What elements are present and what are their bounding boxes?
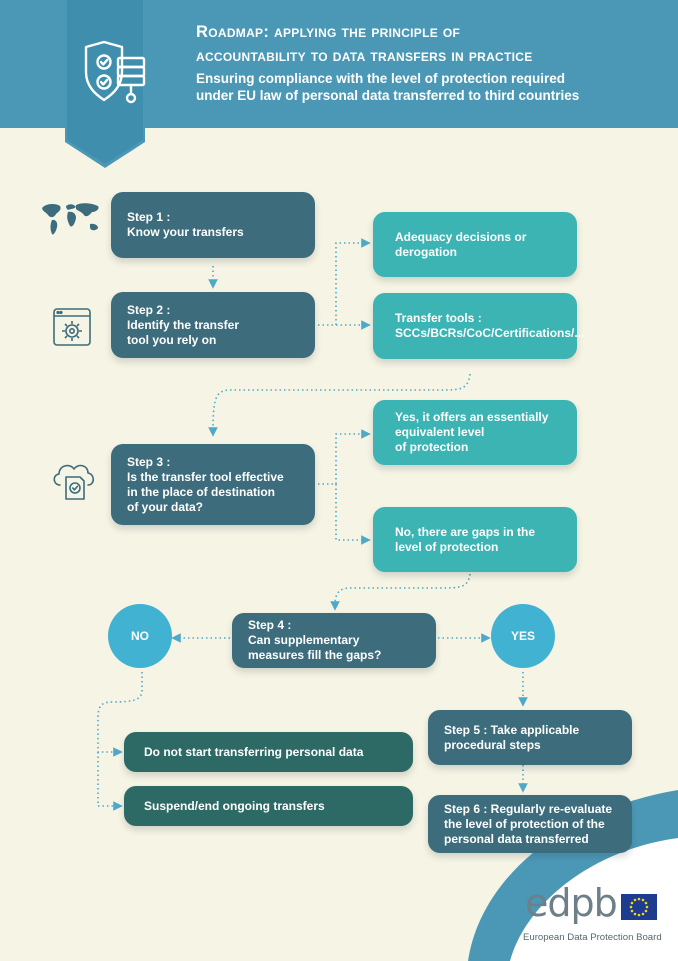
option-text: Transfer tools : <box>395 311 482 325</box>
eu-flag-icon <box>621 894 657 920</box>
step-text: the level of protection of the <box>444 816 605 831</box>
option-text: derogation <box>395 244 457 259</box>
cloud-document-check-icon <box>50 455 98 503</box>
no-gaps-box <box>373 507 577 572</box>
step-text: in the place of destination <box>127 484 276 499</box>
option-text: Adequacy decisions or <box>395 229 527 244</box>
subtitle-line: Ensuring compliance with the level of protection required <box>196 71 566 86</box>
option-text: of protection <box>395 440 469 454</box>
do-not-start-box <box>124 732 413 772</box>
step2-box <box>111 292 315 358</box>
step3-box <box>111 444 315 525</box>
edpb-logo-wordmark: edpb <box>525 881 617 925</box>
step-text: Is the transfer tool effective <box>127 469 284 484</box>
step5-box <box>428 710 632 765</box>
gear-document-icon <box>51 306 93 348</box>
connector-nogaps-step4 <box>335 574 470 606</box>
adequacy-box <box>373 212 577 277</box>
connector-step3-no <box>336 484 366 540</box>
connector-step2-adequacy <box>318 243 366 325</box>
title-line: accountability to data transfers in practice <box>196 47 533 65</box>
option-text: No, there are gaps in the <box>395 524 536 539</box>
step-text: measures fill the gaps? <box>248 648 382 662</box>
step6-box <box>428 795 632 853</box>
yes-equivalent-box <box>373 400 577 465</box>
connector-no-suspend <box>98 752 118 806</box>
connector-step3-yes <box>318 434 366 484</box>
yes-decision-circle: YES <box>491 604 555 668</box>
step-text: tool you rely on <box>127 332 217 347</box>
step4-box <box>232 613 436 668</box>
step-text: of your data? <box>127 499 204 514</box>
outcome-text: Suspend/end ongoing transfers <box>144 798 325 813</box>
step-label: Step 2 : <box>127 302 171 317</box>
option-text: equivalent level <box>395 425 485 439</box>
edpb-logo-caption: European Data Protection Board <box>523 932 662 943</box>
option-text: SCCs/BCRs/CoC/Certifications/... <box>395 326 585 340</box>
step-label: Step 1 : <box>127 210 171 224</box>
transfer-tools-box <box>373 293 585 359</box>
subtitle-line: under EU law of personal data transferred to third countries <box>196 88 580 103</box>
step-text: Identify the transfer <box>127 317 240 332</box>
no-decision-circle: NO <box>108 604 172 668</box>
option-text: Yes, it offers an essentially <box>395 410 549 424</box>
title-line: Roadmap: applying the principle of <box>196 23 461 41</box>
step-label: Step 3 : <box>127 454 171 469</box>
step-text: Can supplementary <box>248 633 360 647</box>
suspend-box <box>124 786 413 826</box>
step-text: Step 6 : Regularly re-evaluate <box>444 801 613 816</box>
step-text: Step 5 : Take applicable <box>444 722 580 737</box>
step1-box <box>111 192 315 258</box>
step-text: procedural steps <box>444 737 541 752</box>
world-map-icon <box>40 200 102 240</box>
option-text: level of protection <box>395 539 499 554</box>
outcome-text: Do not start transferring personal data <box>144 744 364 759</box>
step-label: Step 4 : <box>248 618 292 632</box>
step-text: Know your transfers <box>127 225 244 239</box>
step-text: personal data transferred <box>444 831 589 846</box>
